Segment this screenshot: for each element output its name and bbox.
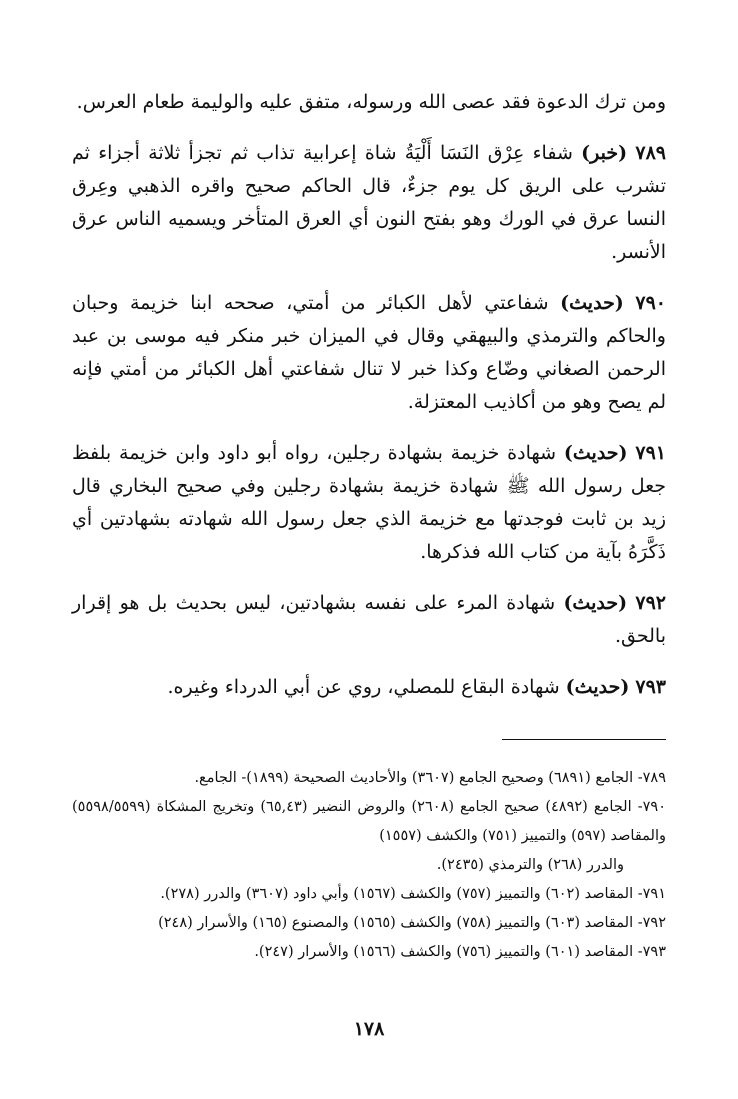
entry-number: ٧٩٣ <box>635 676 666 698</box>
footnote-divider <box>502 739 666 740</box>
entry-type: (خبر) <box>581 142 628 164</box>
intro-paragraph: ومن ترك الدعوة فقد عصى الله ورسوله، متفق عليه والوليمة طعام العرس. <box>76 91 666 113</box>
footnote-number: ٧٩١ <box>642 886 666 902</box>
entry-type: (حديث) <box>563 442 628 464</box>
footnote-number: ٧٩٢ <box>642 915 666 931</box>
footnote-text: الجامع (٤٨٩٢) صحيح الجامع (٢٦٠٨) والروض النضير (٦٥,٤٣) وتخريج المشكاة (٥٥٩٨/٥٥٩٩) والمقاصد (٥٩٧) والتمييز (٧٥١) والكشف (١٥٥٧) <box>72 799 666 844</box>
footnote-continuation: والدرر (٢٦٨) والترمذي (٢٤٣٥). <box>436 857 624 873</box>
entry-text: شهادة خزيمة بشهادة رجلين، رواه أبو داود وابن خزيمة بلفظ جعل رسول الله ﷺ شهادة خزيمة بشهادة رجلين وفي صحيح البخاري قال زيد بن ثابت فوجدتها مع خزيمة الذي جعل رسول الله شهادته بشهادتين أي ذَكَّرَهُ بآية من كتاب الله فذكرها. <box>72 442 666 563</box>
footnote-number: ٧٩٠ <box>642 799 667 815</box>
footnote-number: ٧٩٣ <box>642 944 666 960</box>
main-text <box>72 86 666 704</box>
entry-number: ٧٩١ <box>635 442 666 464</box>
entry-793 <box>72 671 666 704</box>
footnote-789: ٧٨٩- الجامع (٦٨٩١) وصحيح الجامع (٣٦٠٧) والأحاديث الصحيحة (١٨٩٩)- الجامع. <box>194 770 666 786</box>
footnote-793: ٧٩٣- المقاصد (٦٠١) والتمييز (٧٥٦) والكشف (١٥٦٦) والأسرار (٢٤٧). <box>254 944 666 960</box>
entry-text: شهادة البقاع للمصلي، روي عن أبي الدرداء وغيره. <box>167 676 560 698</box>
entry-number: ٧٩٠ <box>635 292 666 314</box>
page-number: ١٧٨ <box>353 1018 385 1040</box>
entry-792 <box>72 587 666 653</box>
entry-number: ٧٩٢ <box>635 592 666 614</box>
footnote-text: المقاصد (٦٠١) والتمييز (٧٥٦) والكشف (١٥٦٦) والأسرار (٢٤٧). <box>254 944 634 960</box>
footnote-number: ٧٨٩ <box>642 770 666 786</box>
footnote-text: المقاصد (٦٠٣) والتمييز (٧٥٨) والكشف (١٥٦٥) والمصنوع (١٦٥) والأسرار (٢٤٨) <box>158 915 634 931</box>
entry-791 <box>72 437 666 569</box>
entry-type: (حديث) <box>560 292 624 314</box>
footnote-792: ٧٩٢- المقاصد (٦٠٣) والتمييز (٧٥٨) والكشف (١٥٦٥) والمصنوع (١٦٥) والأسرار (٢٤٨) <box>158 915 666 931</box>
footnote-790: ٧٩٠- الجامع (٤٨٩٢) صحيح الجامع (٢٦٠٨) والروض النضير (٦٥,٤٣) وتخريج المشكاة (٥٥٩٨/٥٥٩٩) والمقاصد (٥٩٧) والتمييز (٧٥١) والكشف (١٥٥٧) والدرر (٢٦٨) والترمذي (٢٤٣٥). <box>72 793 666 880</box>
footnotes <box>72 764 666 967</box>
footnote-text: الجامع (٦٨٩١) وصحيح الجامع (٣٦٠٧) والأحاديث الصحيحة (١٨٩٩)- الجامع. <box>194 770 634 786</box>
footnote-text: المقاصد (٦٠٢) والتمييز (٧٥٧) والكشف (١٥٦٧) وأبي داود (٣٦٠٧) والدرر (٢٧٨). <box>160 886 634 902</box>
entry-type: (حديث) <box>565 676 630 698</box>
entry-text: شفاعتي لأهل الكبائر من أمتي، صححه ابنا خزيمة وحبان والحاكم والترمذي والبيهقي وقال في الميزان خبر منكر فيه موسى بن عبد الرحمن الصغاني وضّاع وكذا خبر لا تنال شفاعتي أهل الكبائر من أمتي فإنه لم يصح وهو من أكاذيب المعتزلة. <box>72 292 666 413</box>
entry-number: ٧٨٩ <box>635 142 666 164</box>
entry-789 <box>72 137 666 269</box>
entry-text: شفاء عِرْق النَسَا أَلْيَةُ شاة إعرابية تذاب ثم تجزأ ثلاثة أجزاء ثم تشرب على الريق كل يوم جزءٌ، قال الحاكم صحيح واقره الذهبي وعِرق النسا عرق في الورك وهو بفتح النون أي العرق المتأخر ويسميه الناس عرق الأنسر. <box>72 142 666 263</box>
entry-type: (حديث) <box>563 592 628 614</box>
footnote-791: ٧٩١- المقاصد (٦٠٢) والتمييز (٧٥٧) والكشف (١٥٦٧) وأبي داود (٣٦٠٧) والدرر (٢٧٨). <box>160 886 666 902</box>
entry-790 <box>72 287 666 419</box>
entry-text: شهادة المرء على نفسه بشهادتين، ليس بحديث بل هو إقرار بالحق. <box>72 592 666 647</box>
